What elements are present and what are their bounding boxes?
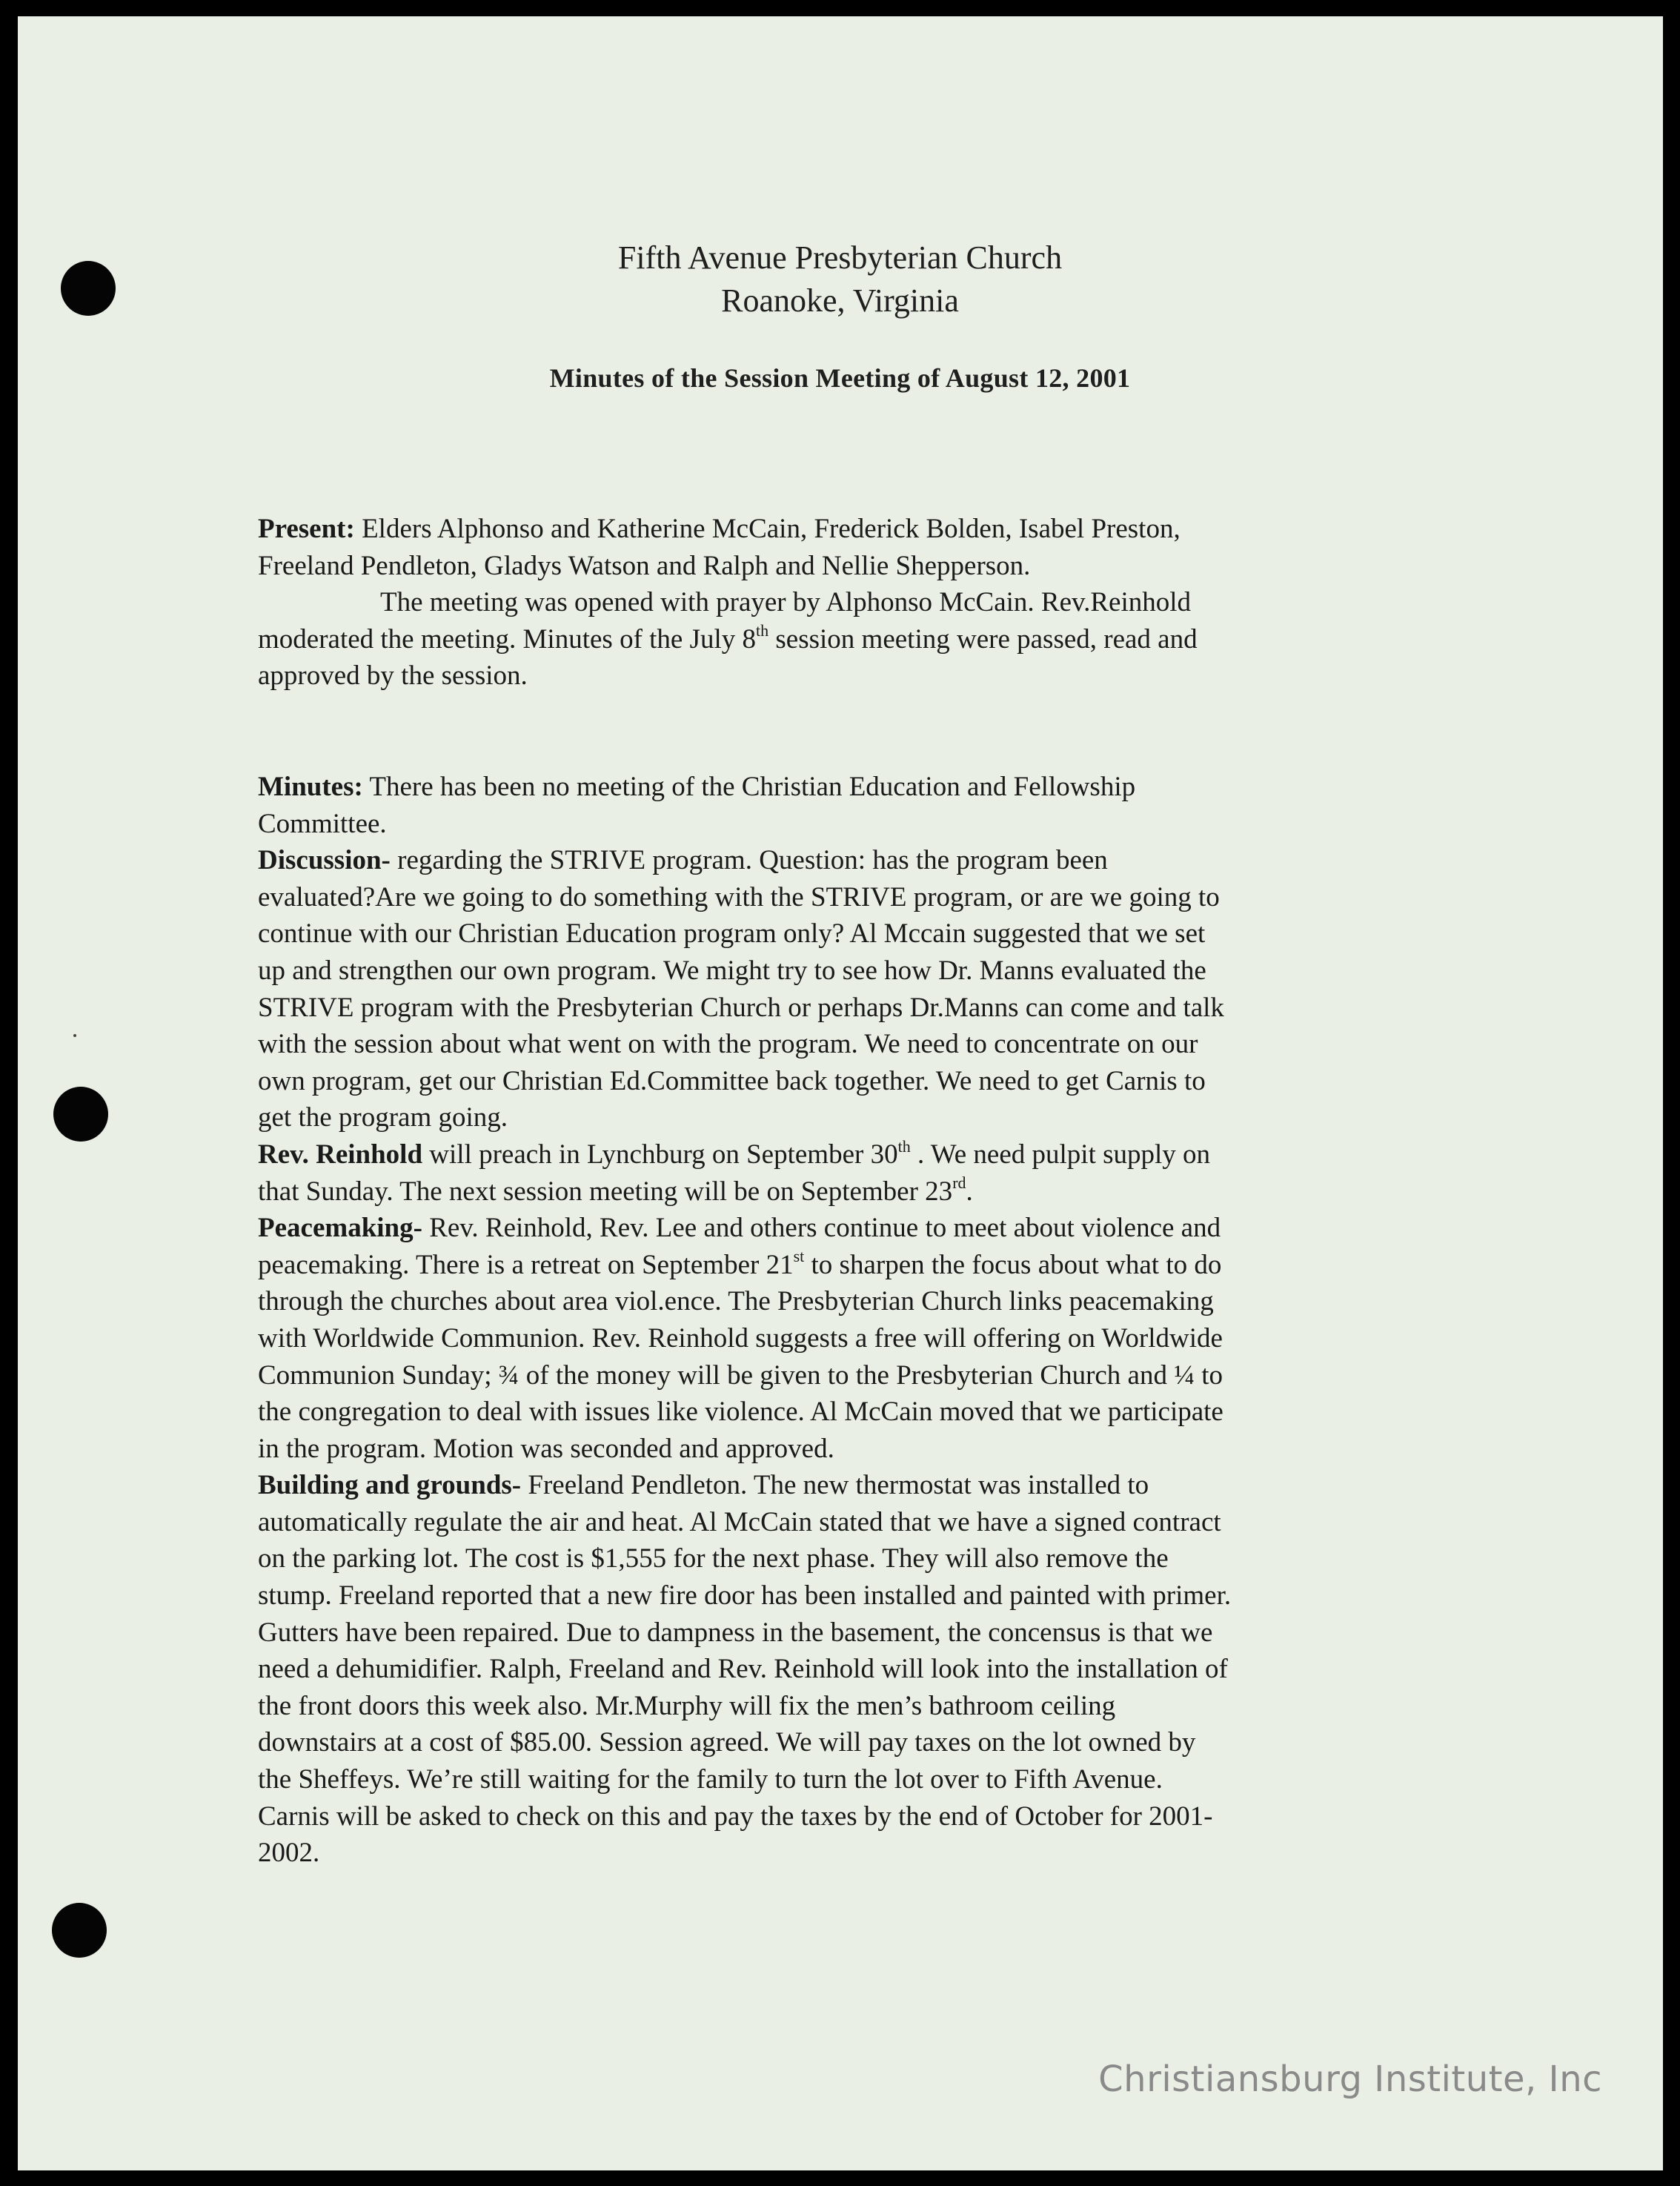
building-line: Gutters have been repaired. Due to dampness in the basement, the concensus is that we (258, 1617, 1213, 1648)
minutes-line (258, 769, 1473, 806)
peacemaking-line (258, 1247, 1473, 1284)
building-line: stump. Freeland reported that a new fire door has been installed and painted with primer. (258, 1580, 1232, 1612)
building-line (258, 1467, 1473, 1504)
present-line: approved by the session. (258, 660, 528, 692)
discussion-line: up and strengthen our own program. We might try to see how Dr. Manns evaluated the (258, 955, 1206, 986)
building-line: the Sheffeys. We’re still waiting for the family to turn the lot over to Fifth Avenue. (258, 1764, 1163, 1795)
discussion-line: STRIVE program with the Presbyterian Church or perhaps Dr.Manns can come and talk (258, 992, 1224, 1023)
building-line: downstairs at a cost of $85.00. Session agreed. We will pay taxes on the lot owned by (258, 1727, 1196, 1758)
present-line (258, 621, 1473, 658)
reinhold-line (258, 1173, 1473, 1210)
building-line: on the parking lot. The cost is $1,555 for the next phase. They will also remove the (258, 1543, 1169, 1574)
minutes-label: Minutes: (258, 772, 363, 802)
present-label: Present: (258, 514, 355, 544)
building-line: automatically regulate the air and heat. Al McCain stated that we have a signed contract (258, 1506, 1221, 1537)
reinhold-text: . We need pulpit supply on (910, 1139, 1211, 1170)
punch-hole-bottom (52, 1903, 107, 1958)
reinhold-label: Rev. Reinhold (258, 1139, 423, 1170)
present-line: The meeting was opened with prayer by Alphonso McCain. Rev.Reinhold (380, 587, 1192, 618)
document-title: Minutes of the Session Meeting of August 12, 2001 (549, 363, 1131, 393)
present-text: moderated the meeting. Minutes of the July 8 (258, 623, 757, 655)
peacemaking-label: Peacemaking- (258, 1213, 422, 1244)
discussion-line: get the program going. (258, 1102, 508, 1133)
discussion-text: regarding the STRIVE program. Question: has the program been (390, 845, 1108, 876)
ordinal-suffix: rd (952, 1173, 966, 1193)
peacemaking-text: peacemaking. There is a retreat on September 21 (258, 1249, 794, 1280)
church-city: Roanoke, Virginia (721, 282, 959, 319)
discussion-line: own program, get our Christian Ed.Committee back together. We need to get Carnis to (258, 1065, 1206, 1096)
present-line (258, 511, 1473, 548)
building-line: need a dehumidifier. Ralph, Freeland and Rev. Reinhold will look into the installation of (258, 1654, 1228, 1685)
present-section (258, 511, 1473, 695)
punch-hole-middle (53, 1087, 108, 1142)
minutes-text: There has been no meeting of the Christian Education and Fellowship (362, 772, 1136, 802)
present-text: session meeting were passed, read and (768, 623, 1198, 655)
building-line: Carnis will be asked to check on this and pay the taxes by the end of October for 2001- (258, 1801, 1213, 1832)
paper-speck (73, 1034, 76, 1037)
ordinal-suffix: th (756, 621, 769, 640)
peacemaking-line (258, 1210, 1473, 1247)
discussion-line (258, 842, 1473, 879)
present-line: Freeland Pendleton, Gladys Watson and Ralph and Nellie Shepperson. (258, 550, 1031, 581)
peacemaking-text: Rev. Reinhold, Rev. Lee and others continue to meet about violence and (422, 1213, 1221, 1244)
reinhold-text: will preach in Lynchburg on September 30 (422, 1139, 898, 1170)
minutes-line: Committee. (258, 808, 387, 839)
discussion-line: continue with our Christian Education program only? Al Mccain suggested that we set (258, 918, 1206, 950)
church-name: Fifth Avenue Presbyterian Church (617, 239, 1063, 276)
peacemaking-line: through the churches about area viol.ence. The Presbyterian Church links peacemaking (258, 1286, 1214, 1317)
ordinal-suffix: th (897, 1136, 911, 1156)
watermark-text: Christiansburg Institute, Inc (1098, 2059, 1602, 2100)
discussion-line: with the session about what went on with the program. We need to concentrate on our (258, 1029, 1198, 1060)
reinhold-text: that Sunday. The next session meeting will be on September 23 (258, 1176, 953, 1207)
peacemaking-text: to sharpen the focus about what to do (804, 1249, 1222, 1280)
reinhold-text: . (966, 1176, 973, 1207)
discussion-line: evaluated?Are we going to do something with the STRIVE program, or are we going to (258, 881, 1220, 913)
discussion-label: Discussion- (258, 845, 391, 876)
building-label: Building and grounds- (258, 1470, 522, 1501)
reinhold-line (258, 1136, 1473, 1173)
peacemaking-line: in the program. Motion was seconded and approved. (258, 1433, 834, 1464)
building-line: the front doors this week also. Mr.Murphy will fix the men’s bathroom ceiling (258, 1690, 1116, 1721)
building-line: 2002. (258, 1838, 320, 1869)
peacemaking-line: Communion Sunday; ¾ of the money will be given to the Presbyterian Church and ¼ to (258, 1359, 1224, 1391)
building-text: Freeland Pendleton. The new thermostat was installed to (521, 1470, 1149, 1501)
present-text: Elders Alphonso and Katherine McCain, Frederick Bolden, Isabel Preston, (354, 514, 1181, 544)
peacemaking-line: with Worldwide Communion. Rev. Reinhold suggests a free will offering on Worldwide (258, 1322, 1223, 1354)
minutes-section (258, 769, 1473, 1872)
peacemaking-line: the congregation to deal with issues like violence. Al McCain moved that we participate (258, 1397, 1224, 1428)
ordinal-suffix: st (793, 1247, 805, 1266)
